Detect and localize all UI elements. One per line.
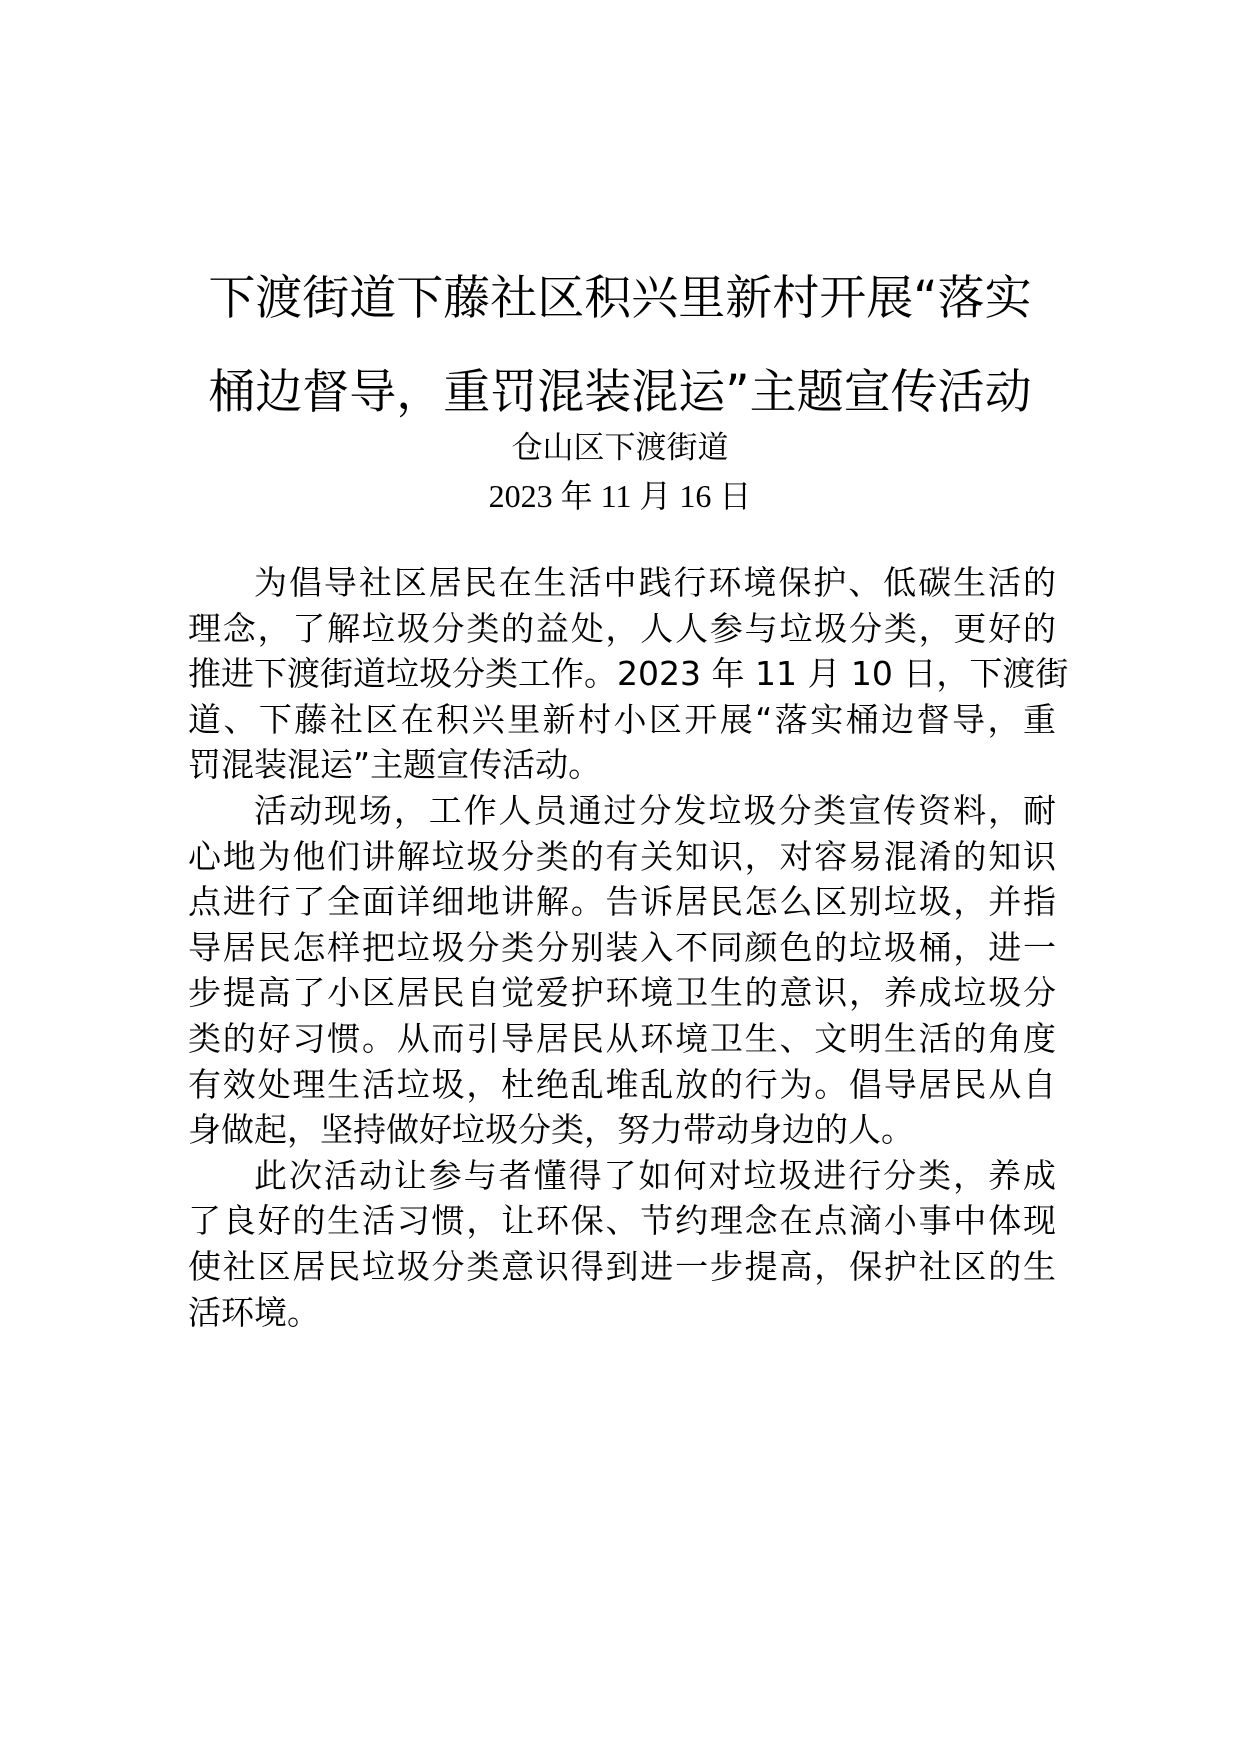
issue-date: 2023 年 11 月 16 日: [488, 478, 752, 514]
paragraph-line: 类的好习惯。从而引导居民从环境卫生、文明生活的角度: [188, 1018, 1056, 1058]
title-line: 下渡街道下藤社区积兴里新村开展“落实: [208, 271, 1032, 326]
article-body: [188, 560, 1069, 1335]
paragraph-line: 为倡导社区居民在生活中践行环境保护、低碳生活的: [254, 563, 1056, 602]
paragraph-line: 心地为他们讲解垃圾分类的有关知识，对容易混淆的知识: [188, 836, 1056, 876]
paragraph-line: 步提高了小区居民自觉爱护环境卫生的意识，养成垃圾分: [188, 973, 1056, 1013]
paragraph-line: 活环境。: [188, 1292, 320, 1332]
paragraph-2: [188, 788, 1056, 1153]
paragraph-line: 了良好的生活习惯，让环保、节约理念在点滴小事中体现: [188, 1201, 1056, 1241]
paragraph-line: 此次活动让参与者懂得了如何对垃圾进行分类，养成: [254, 1155, 1056, 1195]
paragraph-line: 身做起，坚持做好垃圾分类，努力带动身边的人。: [188, 1110, 914, 1150]
paragraph-3: [188, 1153, 1056, 1335]
issuing-organization: 仓山区下渡街道: [511, 430, 729, 466]
paragraph-line: 有效处理生活垃圾，杜绝乱堆乱放的行为。倡导居民从自: [188, 1064, 1056, 1104]
title-line: 桶边督导，重罚混装混运”主题宣传活动: [208, 365, 1032, 420]
paragraph-line: 使社区居民垃圾分类意识得到进一步提高，保护社区的生: [188, 1246, 1056, 1286]
paragraph-line: 导居民怎样把垃圾分类分别装入不同颜色的垃圾桶，进一: [188, 927, 1056, 967]
document-title: [190, 252, 1050, 440]
paragraph-1: [188, 560, 1069, 788]
paragraph-line: 点进行了全面详细地讲解。告诉居民怎么区别垃圾，并指: [188, 882, 1056, 922]
paragraph-line: 罚混装混运”主题宣传活动。: [188, 745, 602, 785]
paragraph-line: 理念，了解垃圾分类的益处，人人参与垃圾分类，更好的: [188, 608, 1056, 648]
paragraph-line: 道、下藤社区在积兴里新村小区开展“落实桶边督导，重: [188, 699, 1056, 739]
paragraph-line: 活动现场，工作人员通过分发垃圾分类宣传资料，耐: [254, 790, 1056, 830]
paragraph-line: 推进下渡街道垃圾分类工作。2023 年 11 月 10 日，下渡街: [188, 654, 1069, 694]
